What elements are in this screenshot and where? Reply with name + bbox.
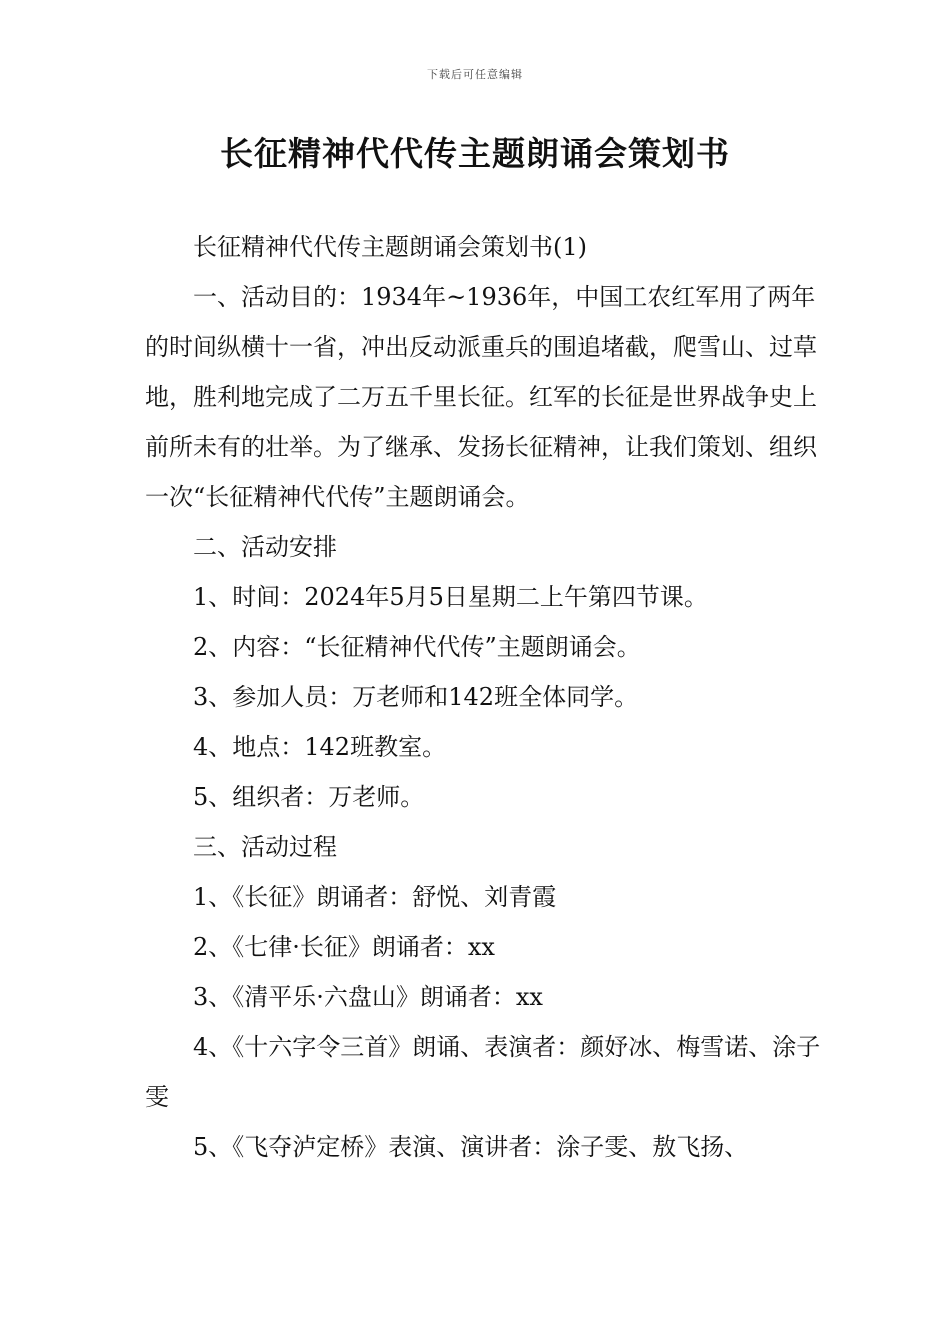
subtitle-paragraph: 长征精神代代传主题朗诵会策划书(1) [193,233,587,261]
arrangement-time: 1、时间：2024年5月5日星期二上午第四节课。 [193,583,708,611]
process-item-1: 1、《长征》朗诵者：舒悦、刘青霞 [193,883,557,911]
process-item-4: 4、《十六字令三首》朗诵、表演者：颜妤冰、梅雪诺、涂子雯 [145,1033,821,1111]
arrangement-participants: 3、参加人员：万老师和142班全体同学。 [193,683,639,711]
arrangement-location: 4、地点：142班教室。 [193,733,447,761]
section-heading-process: 三、活动过程 [193,833,337,861]
process-item-2: 2、《七律·长征》朗诵者：xx [193,933,495,961]
document-body [145,222,835,1172]
arrangement-organizer: 5、组织者：万老师。 [193,783,425,811]
section-heading-arrangement: 二、活动安排 [193,533,337,561]
process-item-3: 3、《清平乐·六盘山》朗诵者：xx [193,983,543,1011]
header-note: 下载后可任意编辑 [427,68,523,81]
process-item-5: 5、《飞夺泸定桥》表演、演讲者：涂子雯、敖飞扬、 [193,1133,749,1161]
section-purpose-paragraph: 一、活动目的：1934年~1936年，中国工农红军用了两年的时间纵横十一省，冲出反动派重兵的围追堵截，爬雪山、过草地，胜利地完成了二万五千里长征。红军的长征是世界战争史上前所未有的壮举。为了继承、发扬长征精神，让我们策划、组织一次“长征精神代代传”主题朗诵会。 [145,283,817,511]
arrangement-content: 2、内容：“长征精神代代传”主题朗诵会。 [193,633,641,661]
document-title: 长征精神代代传主题朗诵会策划书 [220,134,730,173]
